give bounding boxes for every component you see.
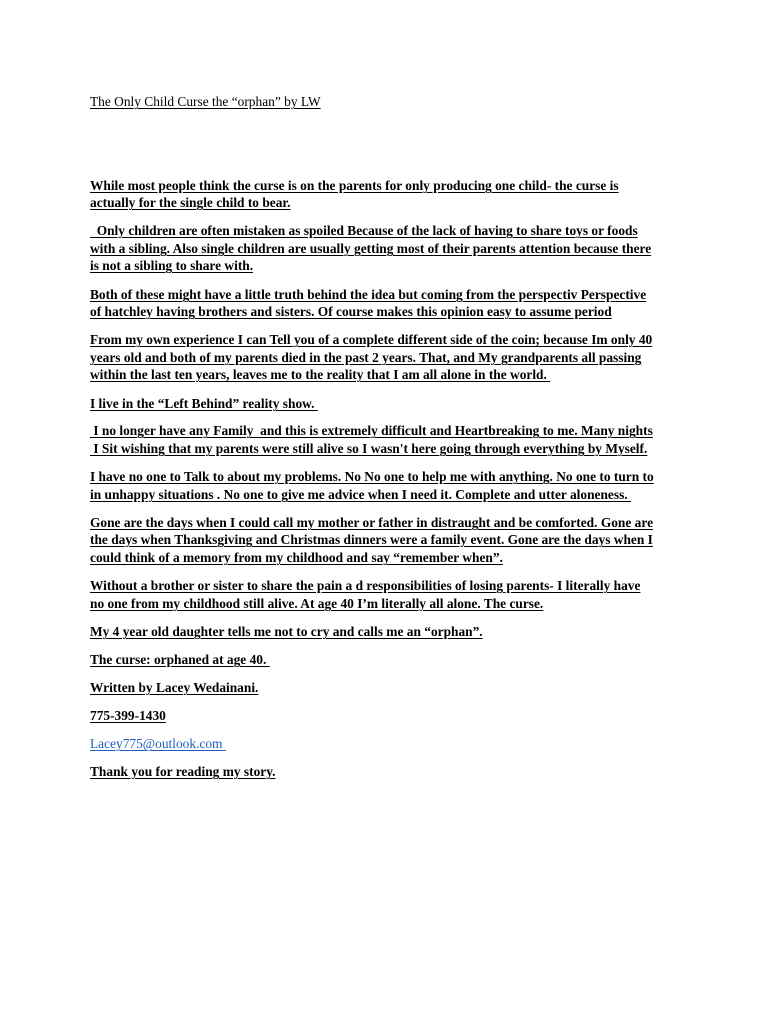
paragraph-8-line-1: Gone are the days when I could call my mother or father in distraught and be comforted. Gone are [90,515,654,530]
email-link[interactable]: Lacey775@outlook.com [90,736,226,751]
paragraph-1-line-1: While most people think the curse is on the parents for only producing one child- the curse is [90,178,619,193]
paragraph-8-line-3: could think of a memory from my childhood and say “remember when”. [90,550,503,565]
paragraph-10-line-1: My 4 year old daughter tells me not to cry and calls me an “orphan”. [90,624,483,639]
paragraph-7-line-1: I have no one to Talk to about my problems. No No one to help me with anything. No one to turn to [90,469,654,484]
author-line: Written by Lacey Wedainani. [90,680,259,695]
paragraph-11-line-1: The curse: orphaned at age 40. [90,652,270,667]
phone-number: 775-399-1430 [90,708,166,723]
paragraph-7-line-2: in unhappy situations . No one to give me advice when I need it. Complete and utter aloneness. [90,487,631,502]
paragraph-3-line-1: Both of these might have a little truth behind the idea but coming from the perspectiv Perspective [90,287,647,302]
paragraph-8-line-2: the days when Thanksgiving and Christmas dinners were a family event. Gone are the days when I [90,532,653,547]
closing-line: Thank you for reading my story. [90,764,276,779]
paragraph-4-line-1: From my own experience I can Tell you of a complete different side of the coin; because Im only 40 [90,332,653,347]
paragraph-6-line-1: I no longer have any Family and this is extremely difficult and Heartbreaking to me. Many nights [90,423,653,438]
paragraph-1-line-2: actually for the single child to bear. [90,195,291,210]
paragraph-5-line-1: I live in the “Left Behind” reality show. [90,396,318,411]
paragraph-4-line-3: within the last ten years, leaves me to the reality that I am all alone in the world. [90,367,551,382]
paragraph-2-line-3: is not a sibling to share with. [90,258,254,273]
paragraph-2-line-2: with a sibling. Also single children are usually getting most of their parents attention because there [90,241,652,256]
paragraph-9-line-1: Without a brother or sister to share the pain a d responsibilities of losing parents- I literally have [90,578,641,593]
paragraph-6-line-2: I Sit wishing that my parents were still alive so I wasn't here going through everything by Myself. [90,441,648,456]
paragraph-3-line-2: of hatchley having brothers and sisters. Of course makes this opinion easy to assume period [90,304,612,319]
paragraph-9-line-2: no one from my childhood still alive. At age 40 I’m literally all alone. The curse. [90,596,544,611]
document-title: The Only Child Curse the “orphan” by LW [90,94,321,109]
paragraph-4-line-2: years old and both of my parents died in the past 2 years. That, and My grandparents all passing [90,350,642,365]
paragraph-2-line-1: Only children are often mistaken as spoiled Because of the lack of having to share toys or foods [90,223,638,238]
